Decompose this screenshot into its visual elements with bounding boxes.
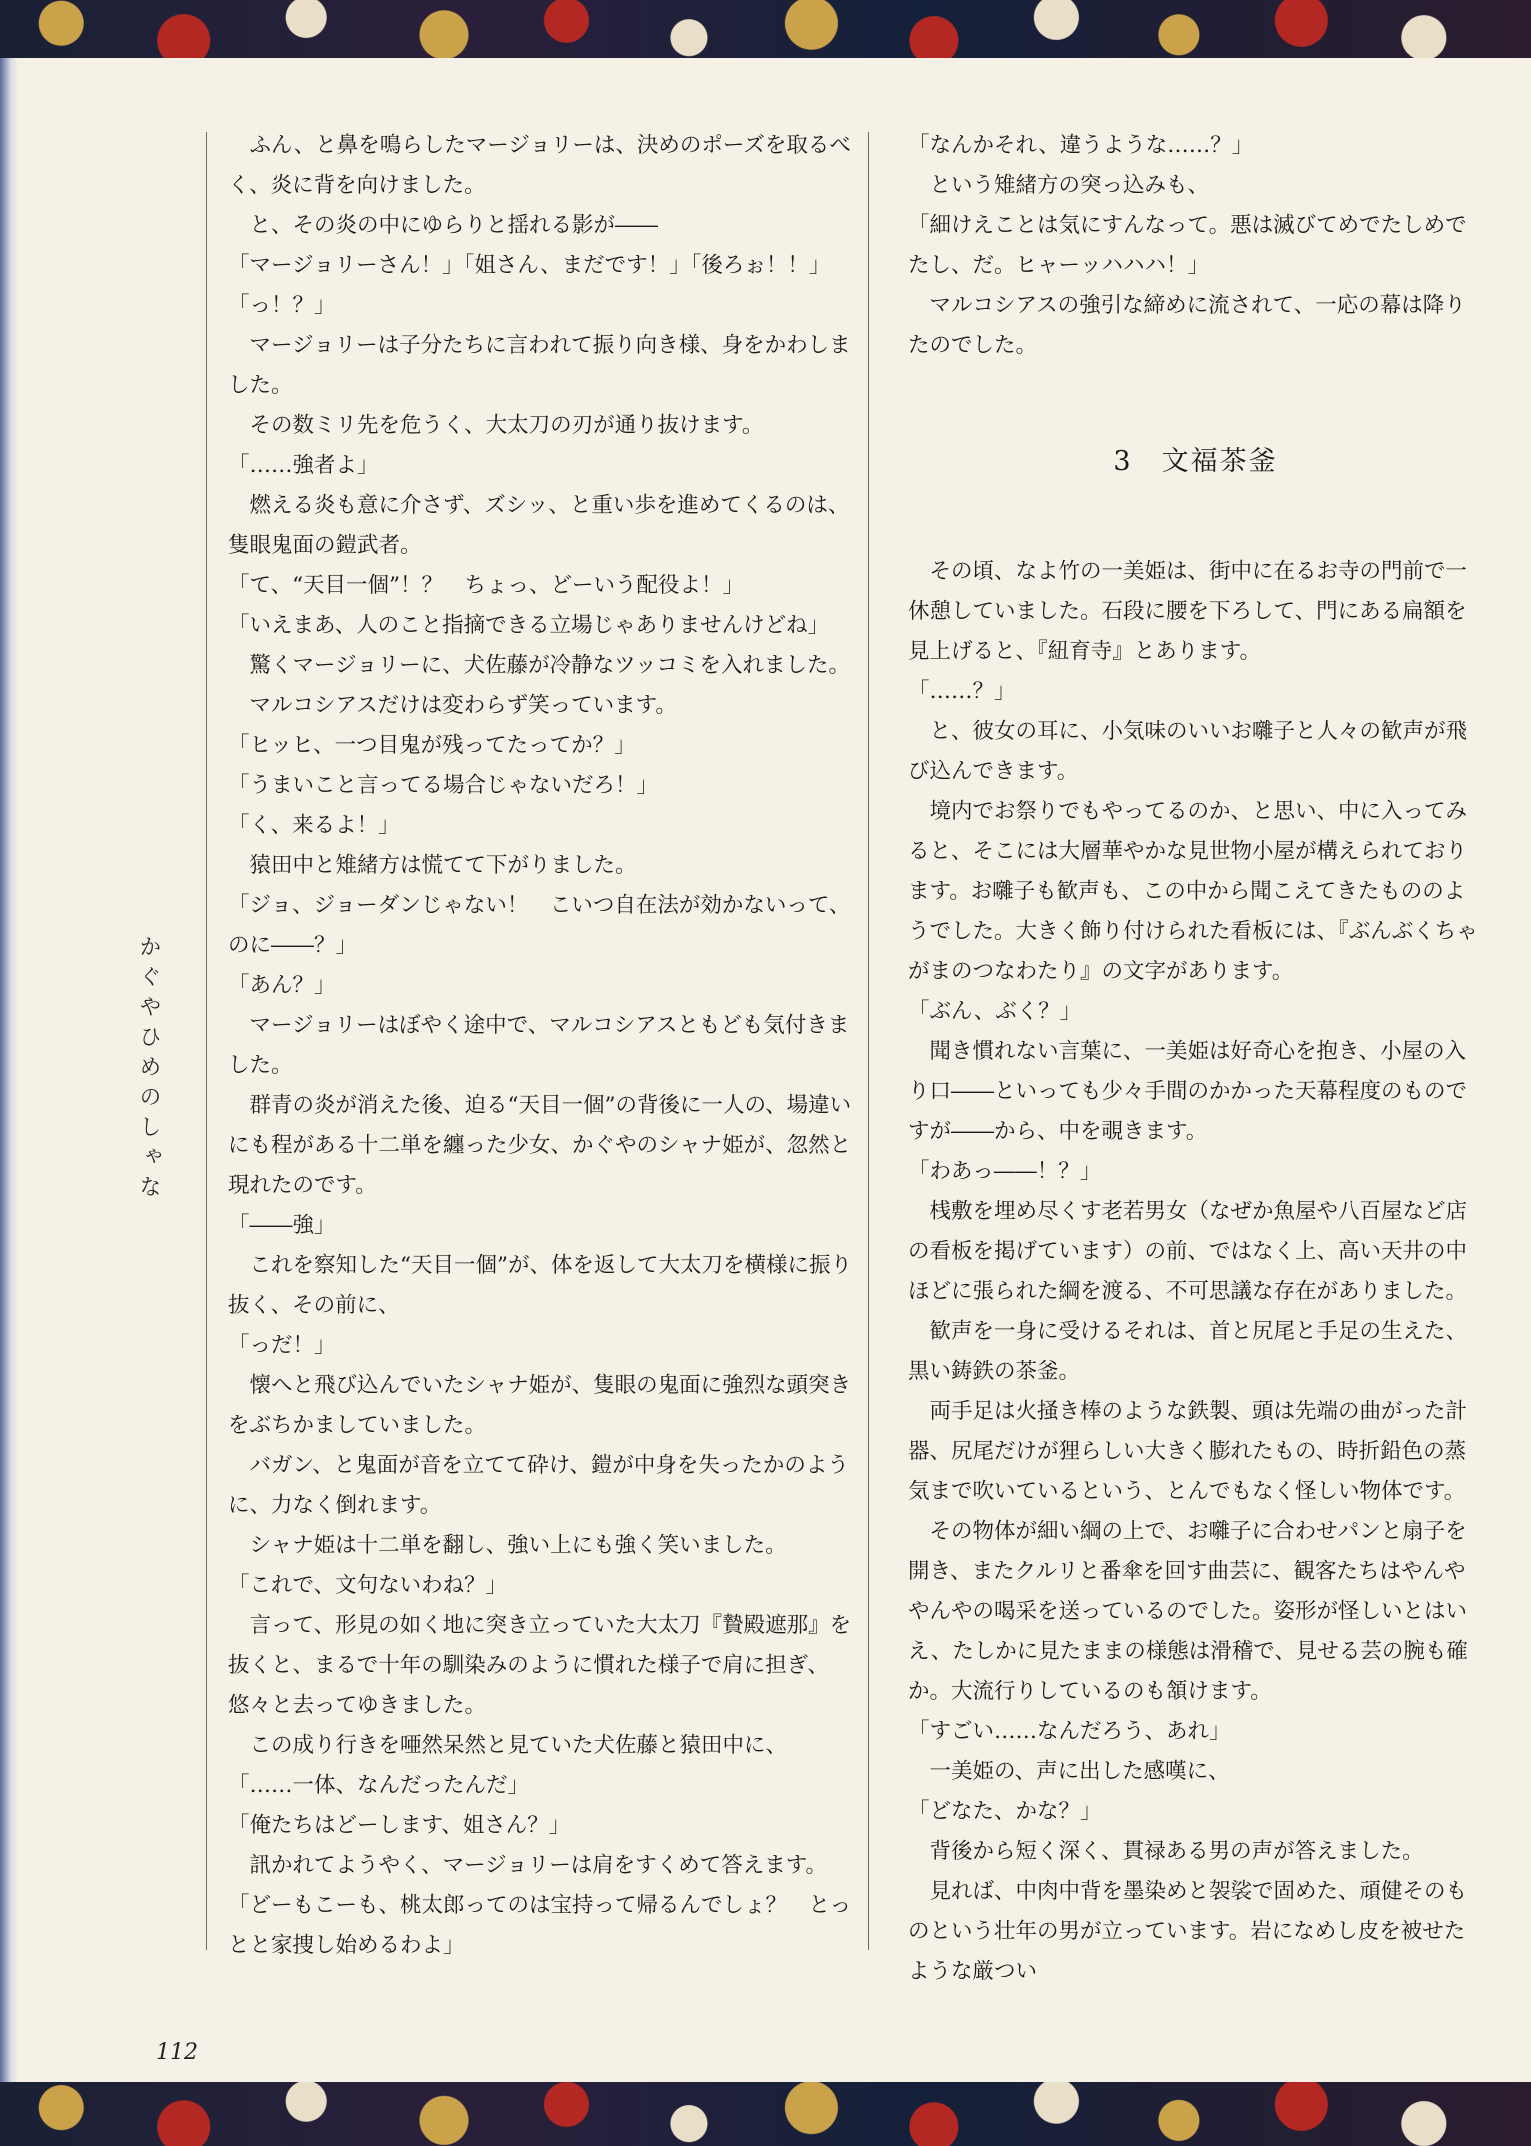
right-column-top-text (908, 126, 1483, 366)
paragraph: 言って、形見の如く地に突き立っていた大太刀『贄殿遮那』を抜くと、まるで十年の馴染みのように慣れた様子で肩に担ぎ、悠々と去ってゆきました。 (228, 1613, 852, 1718)
paragraph: 群青の炎が消えた後、迫る“天目一個”の背後に一人の、場違いにも程がある十二単を纏った少女、かぐやのシャナ姫が、忽然と現れたのです。 (228, 1093, 852, 1198)
running-title: かぐやひめのしゃな (136, 935, 161, 1205)
right-text-column (908, 126, 1483, 1992)
dialogue-line: 「なんかそれ、違うような……？」 (908, 133, 1254, 158)
decorative-bottom-border (0, 2082, 1531, 2146)
dialogue-line: 「すごい……なんだろう、あれ」 (908, 1719, 1231, 1744)
paragraph: 猿田中と雉緒方は慌てて下がりました。 (249, 853, 637, 878)
paragraph: と、その炎の中にゆらりと揺れる影が―― (249, 213, 659, 238)
dialogue-line: 「……？」 (908, 679, 1016, 704)
book-spine-shadow (0, 58, 18, 2082)
paragraph: シャナ姫は十二単を翻し、強い上にも強く笑いました。 (249, 1533, 787, 1558)
paragraph: 歓声を一身に受けるそれは、首と尻尾と手足の生えた、黒い鋳鉄の茶釜。 (908, 1319, 1468, 1384)
dialogue-line: 「く、来るよ！」 (228, 813, 400, 838)
paragraph: 燃える炎も意に介さず、ズシッ、と重い歩を進めてくるのは、隻眼鬼面の鎧武者。 (228, 493, 850, 558)
left-margin-rule (206, 132, 207, 1950)
paragraph: マルコシアスだけは変わらず笑っています。 (249, 693, 677, 718)
paragraph: 訊かれてようやく、マージョリーは肩をすくめて答えます。 (249, 1853, 827, 1878)
column-divider-rule (868, 132, 869, 1950)
paragraph: その数ミリ先を危うく、大太刀の刃が通り抜けます。 (249, 413, 764, 438)
paragraph: これを察知した“天目一個”が、体を返して大太刀を横様に振り抜く、その前に、 (228, 1253, 852, 1318)
page-number: 112 (156, 2040, 198, 2065)
dialogue-line: 「わあっ――！？」 (908, 1159, 1102, 1184)
paragraph: 見れば、中肉中背を墨染めと袈裟で固めた、頑健そのものという壮年の男が立っています。岩になめし皮を被せたような厳つい (908, 1879, 1468, 1984)
dialogue-line: 「どなた、かな？」 (908, 1799, 1102, 1824)
paragraph: 一美姫の、声に出した感嘆に、 (929, 1759, 1230, 1784)
dialogue-line: 「ヒッヒ、一つ目鬼が残ってたってか？」 (228, 733, 636, 758)
paragraph: ふん、と鼻を鳴らしたマージョリーは、決めのポーズを取るべく、炎に背を向けました。 (228, 133, 851, 198)
dialogue-line: 「これで、文句ないわね？」 (228, 1573, 508, 1598)
dialogue-line: 「て、“天目一個”！？ ちょっ、どーいう配役よ！」 (228, 573, 745, 598)
paragraph: 懐へと飛び込んでいたシャナ姫が、隻眼の鬼面に強烈な頭突きをぶちかましていました。 (228, 1373, 852, 1438)
paragraph: その頃、なよ竹の一美姫は、街中に在るお寺の門前で一休憩していました。石段に腰を下ろして、門にある扁額を見上げると、『紐育寺』とあります。 (908, 559, 1468, 664)
dialogue-line: 「あん？」 (228, 973, 336, 998)
section-heading: 3 文福茶釜 (1113, 446, 1278, 477)
dialogue-line: 「――強」 (228, 1213, 336, 1238)
decorative-top-border (0, 0, 1531, 58)
paragraph: マージョリーは子分たちに言われて振り向き様、身をかわしました。 (228, 333, 851, 398)
dialogue-line: 「うまいこと言ってる場合じゃないだろ！」 (228, 773, 659, 798)
right-column-bottom-text (908, 552, 1483, 1992)
paragraph: 驚くマージョリーに、犬佐藤が冷静なツッコミを入れました。 (249, 653, 850, 678)
dialogue-line: 「ぶん、ぶく？」 (908, 999, 1082, 1024)
paragraph: マルコシアスの強引な締めに流されて、一応の幕は降りたのでした。 (908, 293, 1466, 358)
paragraph: バガン、と鬼面が音を立てて砕け、鎧が中身を失ったかのように、力なく倒れます。 (228, 1453, 849, 1518)
dialogue-line: 「……一体、なんだったんだ」 (228, 1773, 530, 1798)
paragraph: 境内でお祭りでもやってるのか、と思い、中に入ってみると、そこには大層華やかな見世物小屋が構えられております。お囃子も歓声も、この中から聞こえてきたもののようでした。大きく飾り付けられた看板には、『ぶんぶくちゃがまのつなわたり』の文字があります。 (908, 799, 1478, 984)
dialogue-line: 「俺たちはどーします、姐さん？」 (228, 1813, 571, 1838)
paragraph: その物体が細い綱の上で、お囃子に合わせパンと扇子を開き、またクルリと番傘を回す曲芸に、観客たちはやんややんやの喝采を送っているのでした。姿形が怪しいとはいえ、たしかに見たままの様態は滑稽で、見せる芸の腕も確か。大流行りしているのも頷けます。 (908, 1519, 1468, 1704)
paragraph: 桟敷を埋め尽くす老若男女（なぜか魚屋や八百屋など店の看板を掲げています）の前、ではなく上、高い天井の中ほどに張られた綱を渡る、不可思議な存在がありました。 (908, 1199, 1468, 1304)
dialogue-line: 「っだ！」 (228, 1333, 336, 1358)
paragraph: この成り行きを唖然呆然と見ていた犬佐藤と猿田中に、 (249, 1733, 788, 1758)
dialogue-line: 「いえまあ、人のこと指摘できる立場じゃありませんけどね」 (228, 613, 830, 638)
dialogue-line: 「細けえことは気にすんなって。悪は滅びてめでたしめでたし、だ。ヒャーッハハハ！」 (908, 213, 1467, 278)
left-text-column (228, 126, 860, 1966)
paragraph: マージョリーはぼやく途中で、マルコシアスともども気付きました。 (228, 1013, 850, 1078)
paragraph: 両手足は火掻き棒のような鉄製、頭は先端の曲がった計器、尻尾だけが狸らしい大きく膨れたもの、時折鉛色の蒸気まで吹いているという、とんでもなく怪しい物体です。 (908, 1399, 1468, 1504)
dialogue-line: 「ジョ、ジョーダンじゃない！ こいつ自在法が効かないって、のに――？」 (228, 893, 851, 958)
dialogue-line: 「っ！？」 (228, 293, 336, 318)
dialogue-line: 「マージョリーさん！」「姐さん、まだです！」「後ろぉ！！」 (228, 253, 831, 278)
paragraph: という雉緒方の突っ込みも、 (929, 173, 1210, 198)
paragraph: 聞き慣れない言葉に、一美姫は好奇心を抱き、小屋の入り口――といっても少々手間のかかった天幕程度のものですが――から、中を覗きます。 (908, 1039, 1468, 1144)
paragraph: と、彼女の耳に、小気味のいいお囃子と人々の歓声が飛び込んできます。 (908, 719, 1468, 784)
dialogue-line: 「……強者よ」 (228, 453, 379, 478)
paragraph: 背後から短く深く、貫禄ある男の声が答えました。 (929, 1839, 1424, 1864)
dialogue-line: 「どーもこーも、桃太郎ってのは宝持って帰るんでしょ？ とっとと家捜し始めるわよ」 (228, 1893, 852, 1958)
